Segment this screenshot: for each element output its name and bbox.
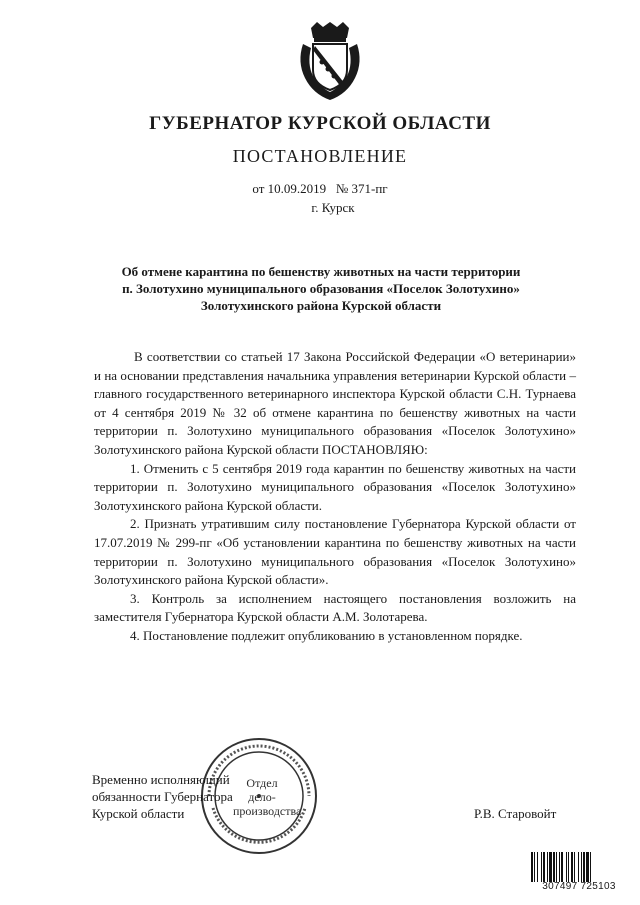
barcode-number: 307497 725103 [542, 881, 616, 892]
signatory-line: Курской области [92, 806, 185, 821]
barcode [531, 852, 627, 882]
title-line: п. Золотухино муниципального образования «Поселок Золотухино» [122, 281, 520, 296]
stamp-line: производства [233, 804, 302, 818]
decree-item-2: 2. Признать утратившим силу постановление Губернатора Курской области от 17.07.2019 № 299-пг «Об установлении карантина по бешенству животных на части территории п. Золотухино муниципального образования «Поселок Золотухино» Золотухинского района Курской области». [94, 516, 576, 588]
document-title [60, 263, 582, 314]
stamp-line: Отдел [246, 776, 278, 790]
title-line: Об отмене карантина по бешенству животных на части территории [121, 264, 521, 279]
document-type: ПОСТАНОВЛЕНИЕ [232, 146, 408, 166]
stamp-line: дело- [248, 790, 276, 804]
decree-item-4: 4. Постановление подлежит опубликованию в установленном порядке. [130, 627, 523, 643]
signatory-name: Р.В. Старовойт [474, 806, 557, 821]
coat-of-arms-emblem [297, 22, 363, 102]
decree-item-3: 3. Контроль за исполнением настоящего постановления возложить на заместителя Губернатора Курской области А.М. Золотарева. [94, 590, 576, 625]
document-body [94, 348, 576, 646]
stamp-center-text [233, 776, 302, 818]
date-number: от 10.09.2019 № 371-пг [252, 181, 388, 196]
preamble-paragraph: В соответствии со статьей 17 Закона Российской Федерации «О ветеринарии» и на основании представления начальника управления ветеринарии Курской области – главного государственного ветеринарного инспектора Курской области С.Н. Турнаева от 4 сентября 2019 № 32 об отмене карантина по бешенству животных на части территории п. Золотухино муниципального образования «Поселок Золотухино» Золотухинского района Курской области ПОСТАНОВЛЯЮ: [94, 349, 576, 457]
signatory-title [92, 771, 233, 822]
city: г. Курск [311, 200, 355, 215]
authority-heading: ГУБЕРНАТОР КУРСКОЙ ОБЛАСТИ [149, 113, 491, 134]
title-line: Золотухинского района Курской области [200, 298, 442, 313]
decree-item-1: 1. Отменить с 5 сентября 2019 года карантин по бешенству животных на части территории п. Золотухино муниципального образования «Поселок Золотухино» Золотухинского района Курской области. [94, 460, 576, 513]
signatory-line: Временно исполняющий [92, 772, 230, 787]
signatory-line: обязанности Губернатора [92, 789, 233, 804]
